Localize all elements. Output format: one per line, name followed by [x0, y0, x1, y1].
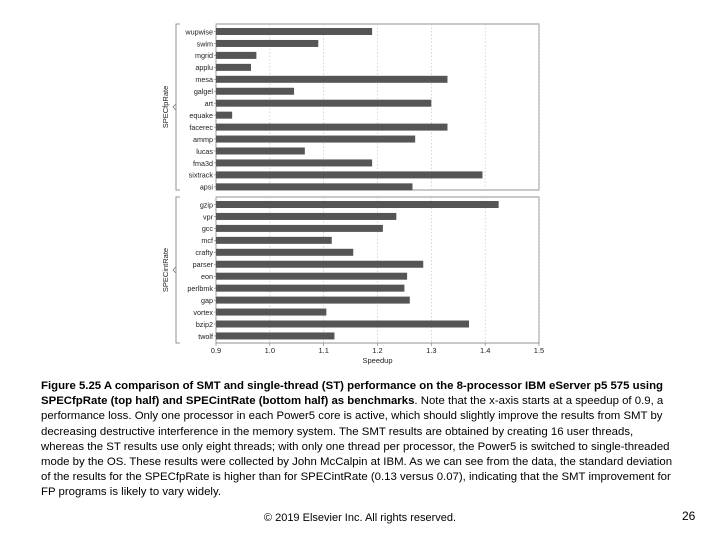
bar	[216, 273, 407, 280]
bar	[216, 183, 412, 190]
category-label: apsi	[199, 182, 213, 192]
page-number: 26	[682, 509, 696, 523]
group-label: SPECfpRate	[161, 85, 170, 129]
category-label: gzip	[199, 200, 213, 210]
category-label: equake	[189, 110, 213, 120]
bar	[216, 40, 318, 47]
category-label: twolf	[198, 331, 213, 341]
bar	[216, 297, 410, 304]
category-label: mgrid	[195, 51, 213, 61]
bar	[216, 261, 423, 268]
category-label: facerec	[189, 122, 213, 132]
bar	[216, 136, 415, 143]
group-bracket	[176, 197, 180, 343]
category-label: gcc	[201, 224, 213, 234]
category-label: vortex	[193, 307, 213, 317]
bar	[216, 76, 447, 83]
bar	[216, 28, 372, 35]
group-bracket	[176, 24, 180, 190]
category-label: applu	[195, 63, 213, 73]
bar	[216, 124, 447, 131]
category-label: gap	[201, 295, 213, 305]
category-label: ammp	[193, 134, 213, 144]
bar	[216, 64, 251, 71]
bar	[216, 159, 372, 166]
category-label: fma3d	[193, 158, 213, 168]
bar	[216, 148, 305, 155]
bar	[216, 201, 499, 208]
bar	[216, 52, 256, 59]
x-tick-label: 1.5	[533, 346, 545, 355]
figure-caption	[41, 379, 677, 501]
x-tick-label: 0.9	[210, 346, 222, 355]
bar	[216, 213, 396, 220]
category-label: galgel	[193, 87, 213, 97]
category-label: mesa	[195, 75, 213, 85]
bar	[216, 112, 232, 119]
category-label: art	[204, 99, 213, 108]
category-label: parser	[192, 260, 213, 270]
category-label: swim	[196, 39, 213, 49]
bar	[216, 88, 294, 95]
category-label: perlbmk	[187, 283, 213, 293]
group-bracket-point	[173, 267, 176, 273]
copyright-footer: © 2019 Elsevier Inc. All rights reserved.	[263, 512, 457, 524]
caption-title: Figure 5.25 A comparison of SMT and single-thread (ST) performance on the 8-processor IBM eServer p5 575 using SPECfpRate (top half) and SPECintRate (bottom half) as benchmarks	[41, 380, 663, 408]
group-label: SPECintRate	[161, 247, 170, 293]
bar	[216, 321, 469, 328]
x-tick-label: 1.1	[318, 346, 329, 355]
x-tick-label: 1.3	[426, 346, 437, 355]
group-bracket-point	[173, 104, 176, 110]
category-label: vpr	[203, 212, 213, 222]
bar	[216, 332, 334, 339]
caption-text: . Note that the x-axis starts at a speedup of 0.9, a performance loss. Only one processor in each Power5 core is active, which should slightly improve the results from SMT by decreasing destructive interference in the memory system. The SMT results are obtained by creating 16 user threads, whereas the ST results use only eight threads; with only one thread per processor, the Power5 is switched to single-threaded mode by the OS. These results were collected by John McCalpin at IBM. As we can see from the data, the standard deviation of the results for the SPECfpRate is higher than for SPECintRate (0.13 versus 0.07), indicating that the SMT improvement for FP programs is likely to vary widely.	[41, 395, 673, 499]
category-label: crafty	[195, 248, 213, 258]
bar	[216, 309, 326, 316]
bar	[216, 100, 431, 107]
category-label: mcf	[201, 236, 213, 246]
bar	[216, 249, 353, 256]
x-axis-label: Speedup	[362, 356, 393, 365]
bar	[216, 237, 332, 244]
category-label: eon	[201, 272, 213, 281]
x-tick-label: 1.0	[264, 346, 276, 355]
x-tick-label: 1.4	[479, 346, 491, 355]
category-label: lucas	[196, 146, 213, 156]
category-label: bzip2	[195, 319, 213, 329]
bar	[216, 285, 404, 292]
category-label: sixtrack	[188, 170, 213, 180]
category-label: wupwise	[185, 27, 213, 37]
bar	[216, 225, 383, 232]
bar	[216, 171, 482, 178]
x-tick-label: 1.2	[372, 346, 383, 355]
